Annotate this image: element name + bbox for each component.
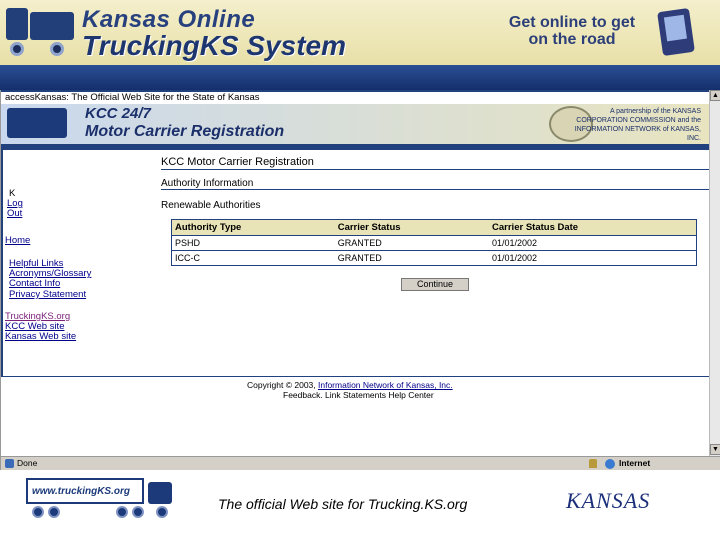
kcc-subtitle: Motor Carrier Registration — [85, 123, 285, 140]
footer-divider — [1, 376, 709, 377]
kcc-title: KCC 24/7 — [85, 105, 151, 122]
copyright-text — [247, 380, 453, 390]
phone-icon — [657, 8, 695, 56]
wheel-icon — [32, 506, 44, 518]
table-cell: 01/01/2002 — [489, 251, 696, 266]
footer-links[interactable]: Feedback. Link Statements Help Center — [283, 390, 434, 400]
status-bar — [1, 456, 720, 470]
table-cell: GRANTED — [335, 236, 489, 251]
table-cell: GRANTED — [335, 251, 489, 266]
kcc-truck-icon — [7, 108, 67, 138]
access-kansas-bar: accessKansas: The Official Web Site for the State of Kansas — [1, 92, 709, 104]
official-site-caption: The official Web site for Trucking.KS.org — [218, 496, 468, 512]
globe-icon — [605, 459, 615, 469]
column-header: Carrier Status — [335, 220, 489, 236]
table-header-row — [172, 220, 697, 236]
logo-text: www.truckingKS.org — [26, 478, 144, 504]
wheel-icon — [116, 506, 128, 518]
kcc-site-link[interactable]: KCC Web site — [5, 321, 65, 332]
left-border — [1, 150, 3, 376]
banner-title-line2: TruckingKS System — [82, 30, 347, 61]
contact-link[interactable]: Contact Info — [9, 278, 61, 289]
column-header: Authority Type — [172, 220, 335, 236]
browser-window — [0, 90, 720, 470]
subsection-heading: Renewable Authorities — [161, 200, 261, 211]
column-header: Carrier Status Date — [489, 220, 696, 236]
table-cell: ICC-C — [172, 251, 335, 266]
table-cell: PSHD — [172, 236, 335, 251]
acronyms-link[interactable]: Acronyms/Glossary — [9, 268, 92, 279]
section-heading: Authority Information — [161, 178, 254, 189]
banner-title-line1: Kansas Online — [82, 6, 256, 33]
divider — [161, 169, 709, 170]
table-cell: 01/01/2002 — [489, 236, 696, 251]
page-icon — [5, 459, 14, 468]
table-row — [172, 236, 697, 251]
kansas-wordmark: KANSAS — [566, 488, 651, 513]
table-row — [172, 251, 697, 266]
lock-icon — [589, 459, 597, 468]
scroll-up-icon[interactable]: ▲ — [710, 90, 720, 101]
partnership-text: A partnership of the KANSAS CORPORATION COMMISSION and the INFORMATION NETWORK of KANSAS, INC. — [574, 108, 701, 142]
wheel-icon — [132, 506, 144, 518]
logout-link-line2[interactable]: Out — [7, 208, 23, 219]
banner-slogan: Get online to get on the road — [508, 14, 636, 48]
privacy-link[interactable]: Privacy Statement — [9, 289, 87, 300]
logout-link-line1[interactable]: Log — [7, 198, 23, 209]
nav-k: K — [9, 188, 16, 199]
divider — [161, 189, 709, 190]
home-link[interactable]: Home — [5, 235, 31, 246]
truckingks-logo — [26, 478, 174, 520]
trucking-link[interactable]: TruckingKS.org — [5, 311, 71, 322]
banner-strip — [0, 65, 720, 90]
inkansas-link[interactable]: Information Network of Kansas, Inc. — [318, 380, 453, 390]
authorities-table — [171, 219, 697, 266]
copyright-prefix: Copyright © 2003, — [247, 380, 318, 390]
top-banner — [0, 0, 720, 90]
scroll-down-icon[interactable]: ▼ — [710, 444, 720, 455]
wheel-icon — [156, 506, 168, 518]
helpful-links-link[interactable]: Helpful Links — [9, 258, 64, 269]
page-header — [1, 90, 709, 150]
vertical-scrollbar[interactable] — [709, 90, 720, 456]
status-text: Done — [17, 458, 38, 468]
wheel-icon — [48, 506, 60, 518]
truck-icon — [148, 482, 172, 504]
continue-button[interactable]: Continue — [401, 278, 469, 291]
zone-text: Internet — [619, 458, 651, 468]
kansas-site-link[interactable]: Kansas Web site — [5, 331, 77, 342]
page-title: KCC Motor Carrier Registration — [161, 156, 314, 168]
